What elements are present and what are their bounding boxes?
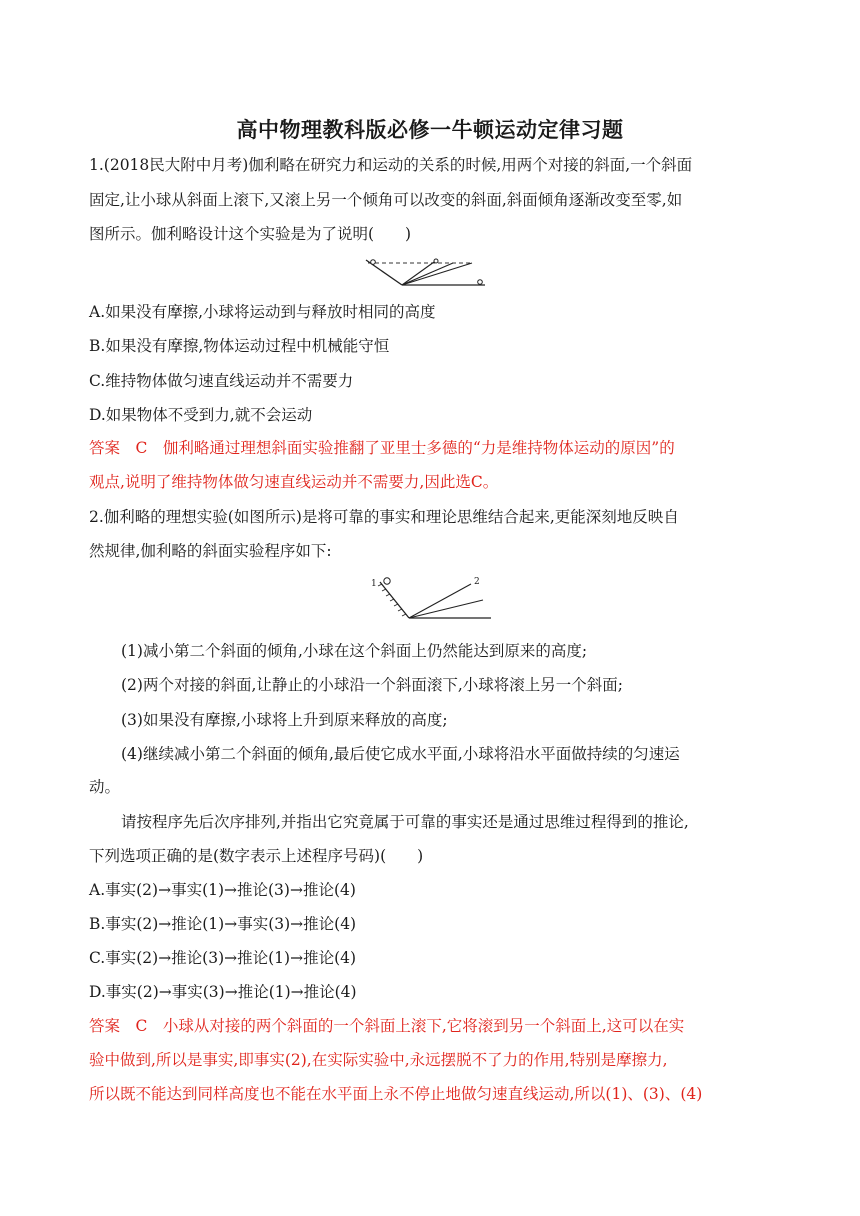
q2-text-line-1: 2.伽利略的理想实验(如图所示)是将可靠的事实和理论思维结合起来,更能深刻地反映自 — [89, 508, 679, 526]
q1-text-line-2: 固定,让小球从斜面上滚下,又滚上另一个倾角可以改变的斜面,斜面倾角逐渐改变至零,如 — [89, 191, 683, 209]
q2-incline-figure — [365, 574, 495, 626]
q2-option-c: C.事实(2)→推论(3)→推论(1)→推论(4) — [89, 949, 357, 967]
q2-step-3: (3)如果没有摩擦,小球将上升到原来释放的高度; — [121, 711, 448, 729]
page-title: 高中物理教科版必修一牛顿运动定律习题 — [236, 118, 624, 142]
q1-option-d: D.如果物体不受到力,就不会运动 — [89, 406, 313, 424]
q1-option-a: A.如果没有摩擦,小球将运动到与释放时相同的高度 — [89, 303, 436, 321]
q1-option-c: C.维持物体做匀速直线运动并不需要力 — [89, 372, 354, 390]
q2-option-d: D.事实(2)→事实(3)→推论(1)→推论(4) — [89, 983, 357, 1001]
q2-prompt-line-2: 下列选项正确的是(数字表示上述程序号码)( ) — [89, 847, 424, 865]
q2-text-line-2: 然规律,伽利略的斜面实验程序如下: — [89, 542, 332, 560]
q1-text-line-3: 图所示。伽利略设计这个实验是为了说明( ) — [89, 225, 412, 243]
q1-answer-line-2: 观点,说明了维持物体做匀速直线运动并不需要力,因此选C。 — [89, 473, 499, 491]
q1-text-line-1: 1.(2018民大附中月考)伽利略在研究力和运动的关系的时候,用两个对接的斜面,一个斜面 — [89, 156, 693, 174]
q2-step-4: (4)继续减小第二个斜面的倾角,最后使它成水平面,小球将沿水平面做持续的匀速运 — [121, 745, 680, 763]
q2-prompt-line-1: 请按程序先后次序排列,并指出它究竟属于可靠的事实还是通过思维过程得到的推论, — [121, 813, 689, 831]
q2-step-2: (2)两个对接的斜面,让静止的小球沿一个斜面滚下,小球将滚上另一个斜面; — [121, 676, 624, 694]
q1-answer-line-1: 答案 C 伽利略通过理想斜面实验推翻了亚里士多德的“力是维持物体运动的原因”的 — [89, 439, 675, 457]
q2-option-b: B.事实(2)→推论(1)→事实(3)→推论(4) — [89, 915, 357, 933]
q2-answer-line-3: 所以既不能达到同样高度也不能在水平面上永不停止地做匀速直线运动,所以(1)、(3)、(4) — [89, 1085, 703, 1103]
q2-step-4-continued: 动。 — [89, 778, 121, 796]
figure-label-1: 1 — [371, 579, 377, 589]
figure-label-2: 2 — [474, 577, 480, 587]
q2-option-a: A.事实(2)→事实(1)→推论(3)→推论(4) — [89, 881, 356, 899]
q2-answer-line-2: 验中做到,所以是事实,即事实(2),在实际实验中,永远摆脱不了力的作用,特别是摩擦力, — [89, 1051, 668, 1069]
q1-incline-figure — [360, 254, 490, 290]
q2-answer-line-1: 答案 C 小球从对接的两个斜面的一个斜面上滚下,它将滚到另一个斜面上,这可以在实 — [89, 1017, 685, 1035]
q2-step-1: (1)减小第二个斜面的倾角,小球在这个斜面上仍然能达到原来的高度; — [121, 642, 588, 660]
q1-option-b: B.如果没有摩擦,物体运动过程中机械能守恒 — [89, 337, 390, 355]
